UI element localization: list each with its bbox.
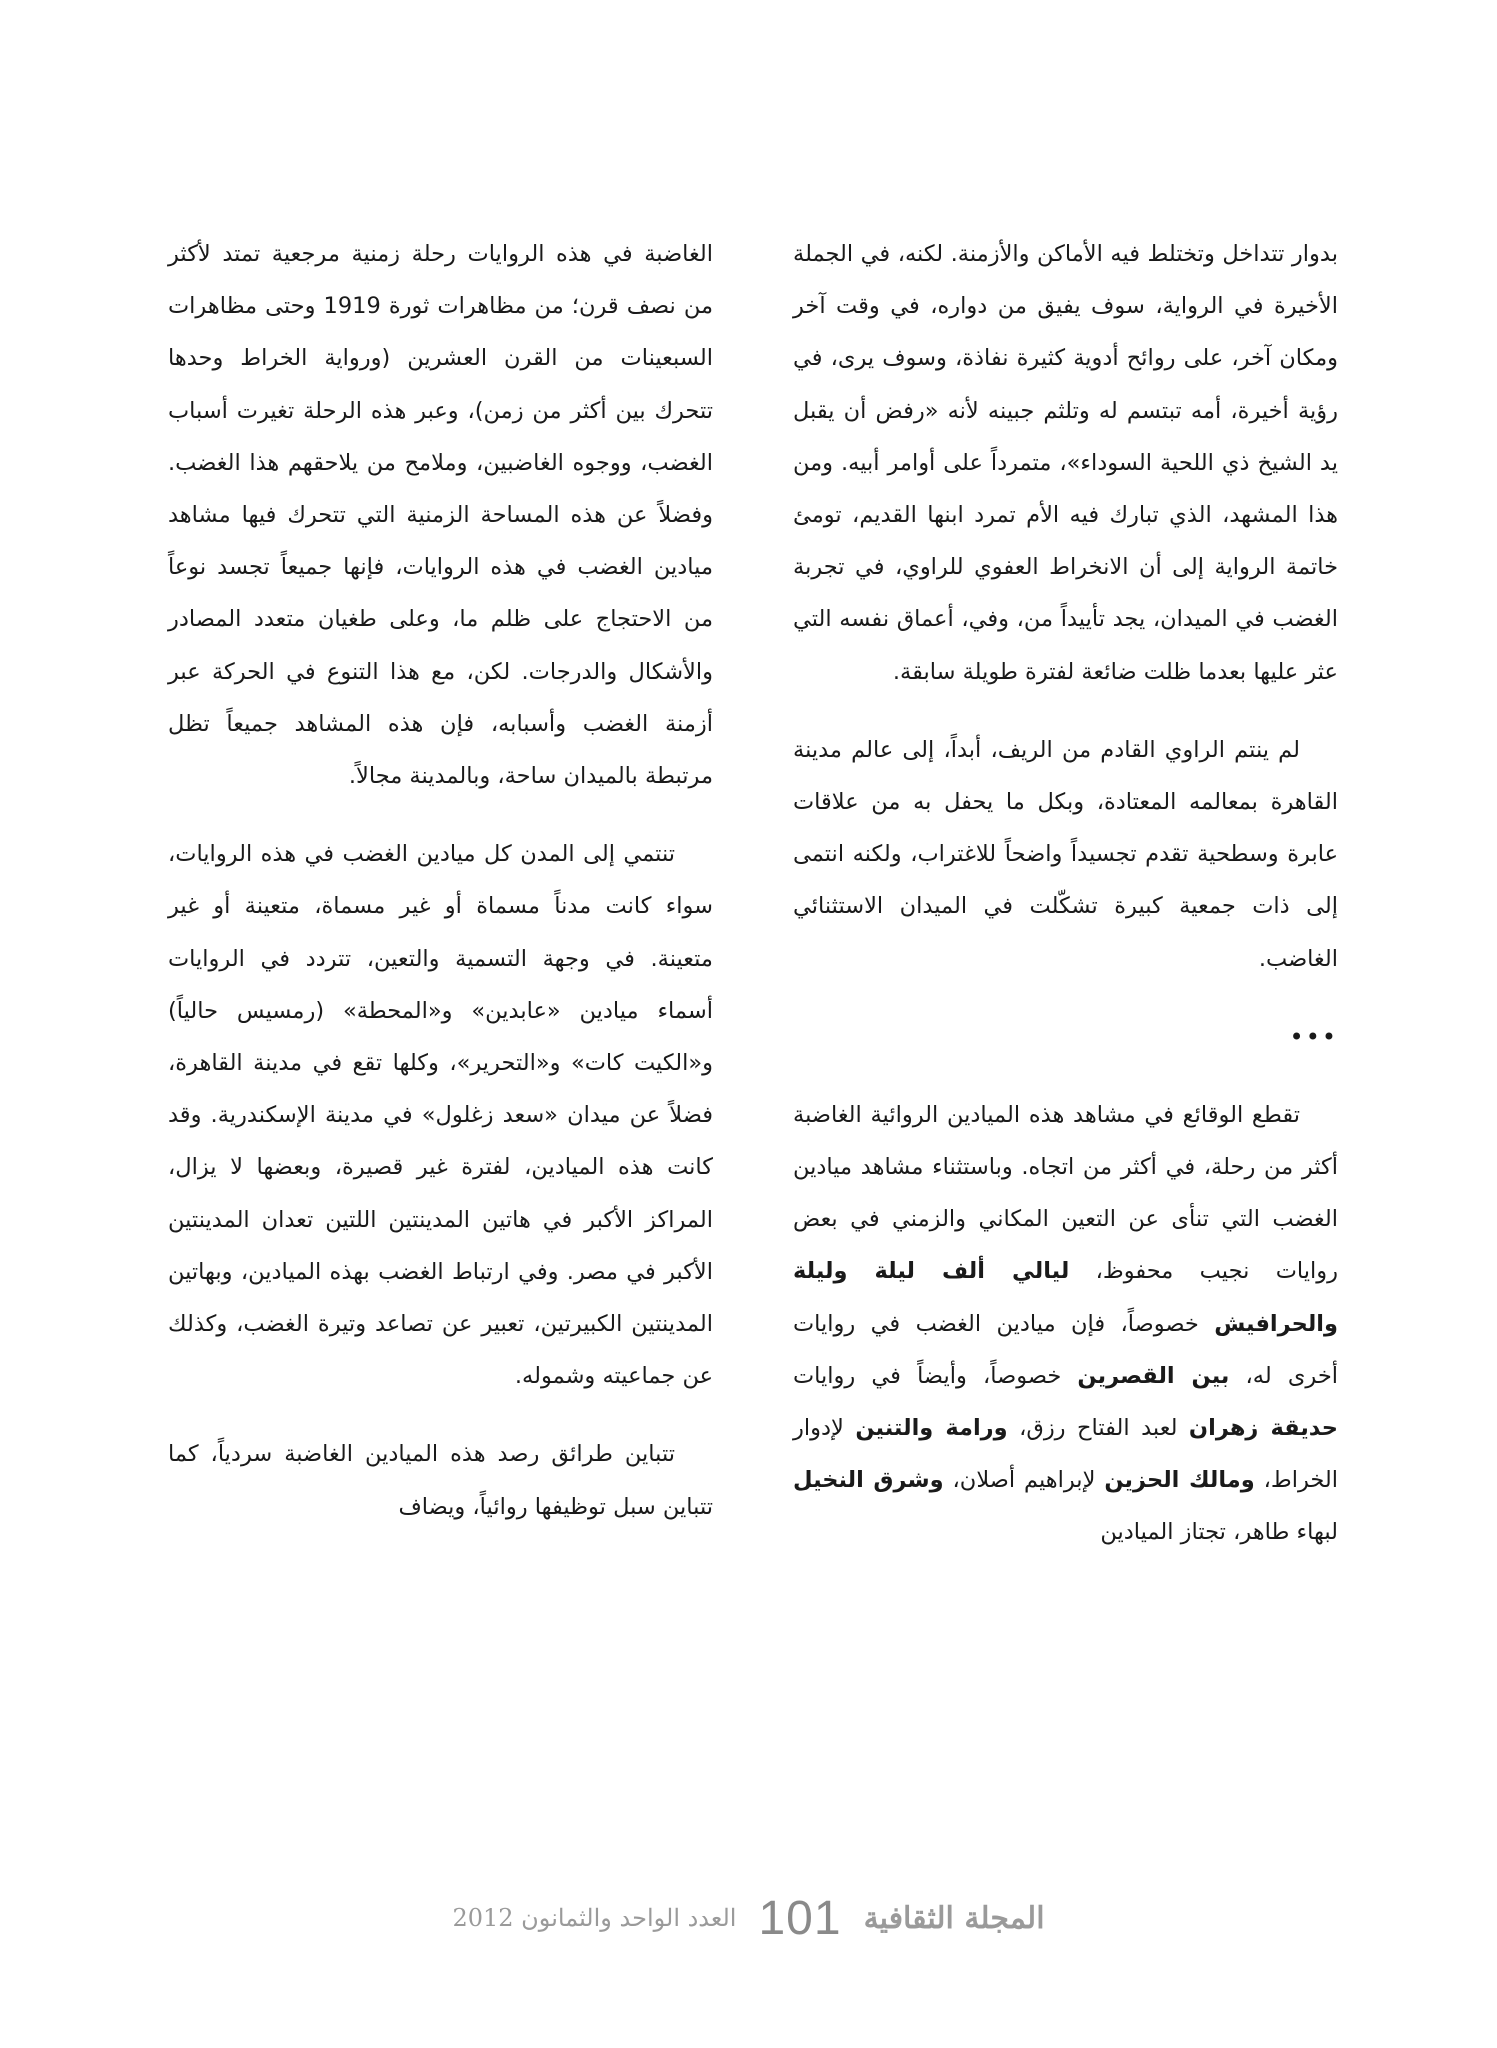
book-title: ليالي ألف ليلة وليلة والحرافيش xyxy=(793,1258,1338,1337)
paragraph-text: خصوصاً، فإن ميادين الغضب في روايات أخرى له، xyxy=(793,1310,1339,1389)
book-title: ومالك الحزين xyxy=(1104,1467,1255,1494)
paragraph-text: تقطع الوقائع في مشاهد هذه الميادين الروائية الغاضبة أكثر من رحلة، في أكثر من اتجاه. وباستثناء مشاهد ميادين الغضب التي تنأى عن التعين المكاني والزمني في بعض روايات نجيب محفوظ، xyxy=(793,1101,1338,1285)
paragraph: تنتمي إلى المدن كل ميادين الغضب في هذه الروايات، سواء كانت مدناً مسماة أو غير مسماة، متعينة أو غير متعينة. في وجهة التسمية والتعين، تتردد في الروايات أسماء ميادين «عابدين» و«المحطة» (رمسيس حالياً) و«الكيت كات» و«التحرير»، وكلها تقع في مدينة القاهرة، فضلاً عن ميدان «سعد زغلول» في مدينة الإسكندرية. وقد كانت هذه الميادين، لفترة غير قصيرة، وبعضها لا يزال، المراكز الأكبر في هاتين المدينتين اللتين تعدان المدينتين الأكبر في مصر. وفي ارتباط الغضب بهذه الميادين، وبهاتين المدينتين الكبيرتين، تعبير عن تصاعد وتيرة الغضب، وكذلك عن جماعيته وشموله. xyxy=(168,841,713,1390)
paragraph-text: لإدوار الخراط، xyxy=(793,1415,1339,1494)
section-separator: ••• xyxy=(1289,1022,1338,1051)
paragraph-text: لعبد الفتاح رزق، xyxy=(1019,1415,1178,1442)
text-column-left xyxy=(168,228,713,1559)
book-title: ورامة والتنين xyxy=(855,1415,1008,1442)
paragraph xyxy=(793,1089,1338,1559)
book-title: وشرق النخيل xyxy=(793,1467,944,1494)
paragraph: لم ينتم الراوي القادم من الريف، أبداً، إلى عالم مدينة القاهرة بمعالمه المعتادة، وبكل ما يحفل به من علاقات عابرة وسطحية تقدم تجسيداً واضحاً للاغتراب، ولكنه انتمى إلى ذات جمعية كبيرة تشكّلت في الميدان الاستثنائي الغاضب. xyxy=(793,736,1338,972)
paragraph: تتباين طرائق رصد هذه الميادين الغاضبة سردياً، كما تتباين سبل توظيفها روائياً، ويضاف xyxy=(168,1441,713,1520)
book-title: حديقة زهران xyxy=(1188,1415,1339,1442)
paragraph: الغاضبة في هذه الروايات رحلة زمنية مرجعية تمتد لأكثر من نصف قرن؛ من مظاهرات ثورة 1919 وحتى مظاهرات السبعينات من القرن العشرين (ورواية الخراط وحدها تتحرك بين أكثر من زمن)، وعبر هذه الرحلة تغيرت أسباب الغضب، ووجوه الغاضبين، وملامح من يلاحقهم هذا الغضب. وفضلاً عن هذه المساحة الزمنية التي تتحرك فيها مشاهد ميادين الغضب في هذه الروايات، فإنها جميعاً تجسد نوعاً من الاحتجاج على ظلم ما، وعلى طغيان متعدد المصادر والأشكال والدرجات. لكن، مع هذا التنوع في الحركة عبر أزمنة الغضب وأسبابه، فإن هذه المشاهد جميعاً تظل مرتبطة بالميدان ساحة، وبالمدينة مجالاً. xyxy=(168,241,713,790)
paragraph-text: خصوصاً، وأيضاً في روايات xyxy=(793,1362,1062,1389)
paragraph-text: لبهاء طاهر، تجتاز الميادين xyxy=(1100,1519,1338,1546)
issue-label: العدد الواحد والثمانون 2012 xyxy=(452,1904,737,1932)
page-number: 101 xyxy=(758,1891,842,1945)
text-column-right xyxy=(793,228,1338,1585)
page-footer xyxy=(0,1888,1497,1948)
book-title: بين القصرين xyxy=(1077,1362,1230,1389)
paragraph-text: لإبراهيم أصلان، xyxy=(952,1467,1096,1494)
magazine-title: المجلة الثقافية xyxy=(863,1900,1045,1936)
paragraph: بدوار تتداخل وتختلط فيه الأماكن والأزمنة. لكنه، في الجملة الأخيرة في الرواية، سوف يفيق من دواره، في وقت آخر ومكان آخر، على روائح أدوية كثيرة نفاذة، وسوف يرى، في رؤية أخيرة، أمه تبتسم له وتلثم جبينه لأنه «رفض أن يقبل يد الشيخ ذي اللحية السوداء»، متمرداً على أوامر أبيه. ومن هذا المشهد، الذي تبارك فيه الأم تمرد ابنها القديم، تومئ خاتمة الرواية إلى أن الانخراط العفوي للراوي، في تجربة الغضب في الميدان، يجد تأييداً من، وفي، أعماق نفسه التي عثر عليها بعدما ظلت ضائعة لفترة طويلة سابقة. xyxy=(793,241,1338,685)
